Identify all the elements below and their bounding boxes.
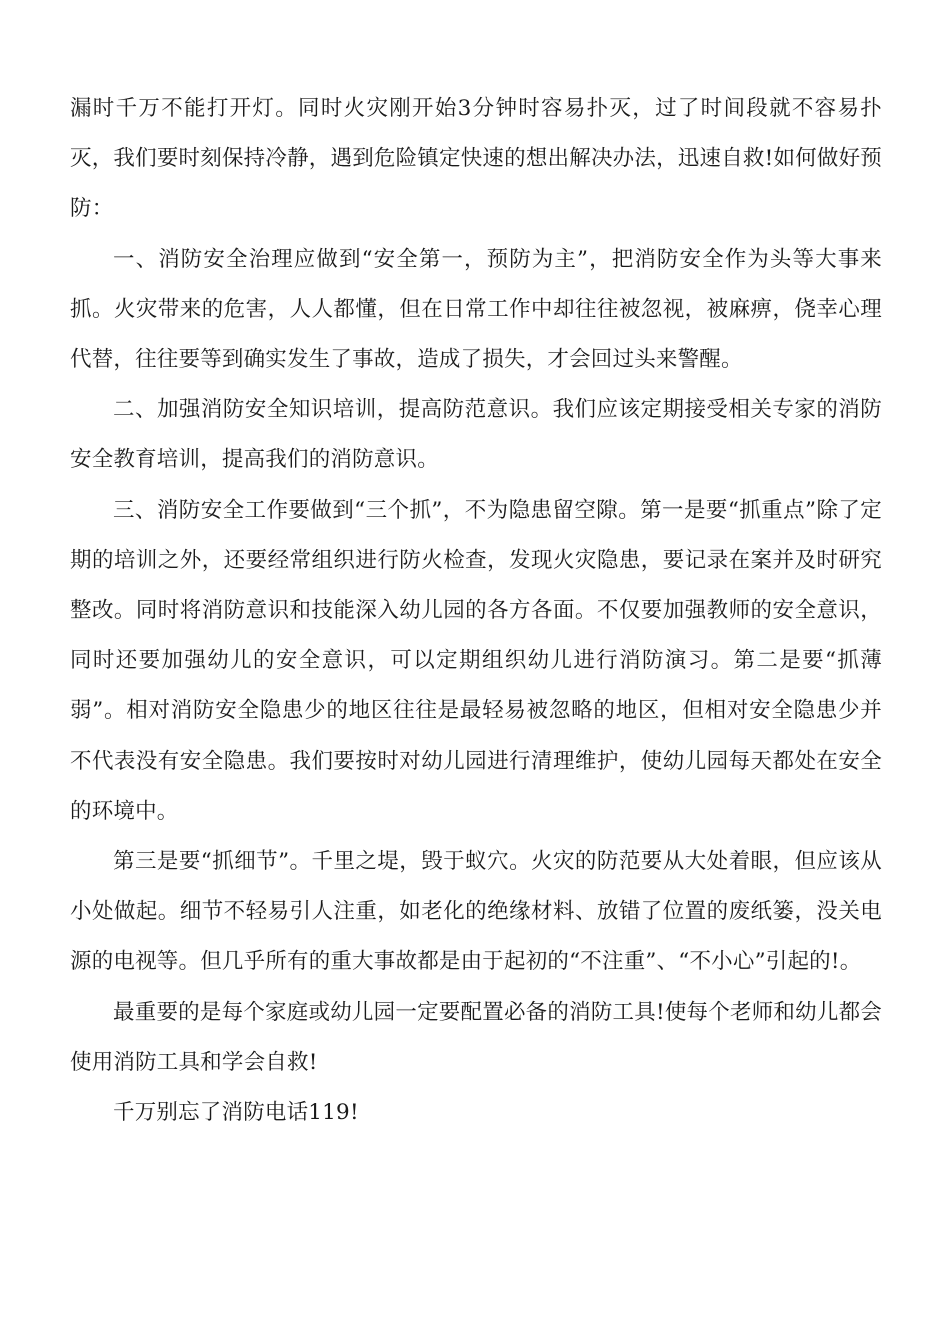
paragraph-continuation: 漏时千万不能打开灯。同时火灾刚开始3分钟时容易扑灭，过了时间段就不容易扑灭，我们要时刻保持冷静，遇到危险镇定快速的想出解决办法，迅速自救!如何做好预防： xyxy=(70,96,882,222)
paragraph-point-one: 一、消防安全治理应做到“安全第一，预防为主”，把消防安全作为头等大事来抓。火灾带来的危害，人人都懂，但在日常工作中却往往被忽视，被麻痹，侥幸心理代替，往往要等到确实发生了事故，造成了损失，才会回过头来警醒。 xyxy=(70,246,882,373)
paragraph-point-two: 二、加强消防安全知识培训，提高防范意识。我们应该定期接受相关专家的消防安全教育培训，提高我们的消防意识。 xyxy=(70,397,882,473)
document-body xyxy=(70,84,882,1138)
paragraph-point-three: 三、消防安全工作要做到“三个抓”，不为隐患留空隙。第一是要“抓重点”除了定期的培训之外，还要经常组织进行防火检查，发现火灾隐患，要记录在案并及时研究整改。同时将消防意识和技能深入幼儿园的各方各面。不仅要加强教师的安全意识，同时还要加强幼儿的安全意识，可以定期组织幼儿进行消防演习。第二是要“抓薄弱”。相对消防安全隐患少的地区往往是最轻易被忽略的地区，但相对安全隐患少并不代表没有安全隐患。我们要按时对幼儿园进行清理维护，使幼儿园每天都处在安全的环境中。 xyxy=(70,497,882,824)
paragraph-equipment: 最重要的是每个家庭或幼儿园一定要配置必备的消防工具!使每个老师和幼儿都会使用消防工具和学会自救! xyxy=(70,999,882,1075)
paragraph-fire-hotline: 千万别忘了消防电话119! xyxy=(113,1100,359,1126)
paragraph-details: 第三是要“抓细节”。千里之堤，毁于蚁穴。火灾的防范要从大处着眼，但应该从小处做起。细节不轻易引人注重，如老化的绝缘材料、放错了位置的废纸篓，没关电源的电视等。但几乎所有的重大事故都是由于起初的“不注重”、“不小心”引起的!。 xyxy=(70,849,882,975)
